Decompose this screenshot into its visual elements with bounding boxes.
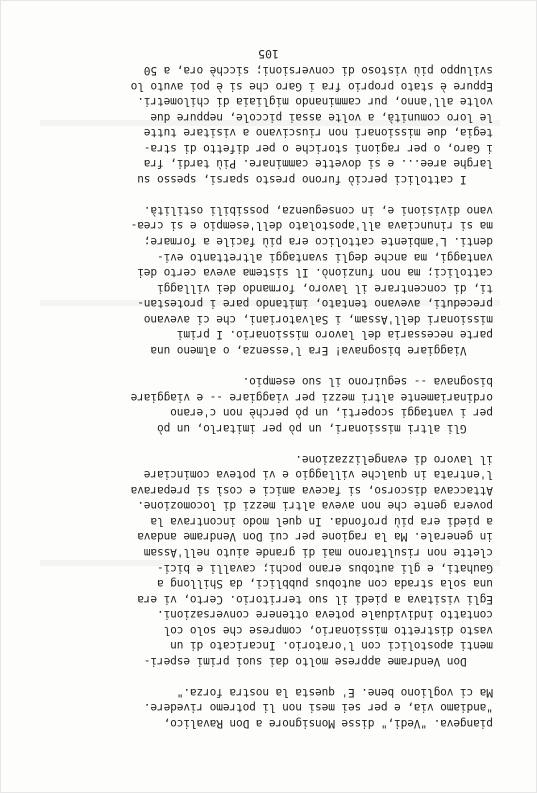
text-line: cattolici; ma non funzionò. Il sistema aveva certo dei [137, 266, 493, 280]
body-text [41, 62, 493, 731]
text-line: ti, di concentrare il lavoro, formando dei villaggi [157, 281, 493, 295]
paragraph [41, 451, 493, 669]
paragraph [41, 62, 493, 186]
text-line: povera gente che non aveva altri mezzi di locomozione. [137, 499, 493, 513]
text-line: Eppure è stato proprio fra i Garo che si è poi avuto lo [130, 79, 493, 93]
text-line: tegia, due missionari non riuscivano a visitare tutte [143, 126, 493, 140]
text-line: vantaggi, ma anche degli svantaggi altrettanto evi- [157, 250, 493, 264]
text-line: i Garo, o per ragioni storiche o per difetto di stra- [143, 141, 493, 155]
text-line: in generale. Ma la ragione per cui Don Vendrame andava [137, 530, 493, 544]
paragraph [41, 684, 493, 731]
text-line: l'entrata in qualche villaggio e vi poteva cominciare [143, 468, 493, 482]
text-line: per i vantaggi scoperti, un pò perchè non c'erano [170, 406, 493, 420]
text-line: piangeva. "Vedi," disse Monsignore a Don Ravalico, [163, 717, 493, 730]
text-line: Gauhati, e gli autobus erano pochi; cavalli e bici- [157, 561, 493, 575]
page-number: 105 [258, 47, 279, 61]
text-line: "andiamo via, e per sei mesi non li potremo rivedere. [143, 701, 493, 715]
text-line: vano divisioni e, in conseguenza, possibili ostilità. [143, 203, 493, 217]
text-line: Attaccava discorso, si faceva amici e così si preparava [130, 483, 493, 497]
text-line: larghe aree... e si dovette camminare. Più tardi, fra [143, 157, 493, 171]
paragraph [41, 373, 493, 435]
text-line: sviluppo più vistoso di conversioni; sicchè ora, a 50 [143, 64, 493, 78]
text-line: contatto individuale poteva ottenere conversazioni. [157, 608, 493, 622]
paragraph [41, 202, 493, 357]
text-line: missionari dell'Assam, i Salvatoriani, che ci avevano [143, 312, 493, 326]
text-line: parte necessaria del lavoro missionario. I primi [176, 328, 493, 342]
text-line: denti. L'ambiente cattolico era più facile a formare; [143, 235, 493, 249]
text-line: preceduti, avevano tentato, imitando pare i protestan- [137, 297, 493, 311]
text-line: Gli altri missionari, un pò per imitarlo, un pò [157, 421, 493, 435]
text-line: il lavoro di evangelizzazione. [295, 452, 493, 466]
text-line: menti apostolici con l'oratorio. Incaricato di un [170, 639, 493, 653]
text-line: a piedi era più profonda. In quel modo incontrava la [150, 514, 493, 528]
text-line: Don Vendrame apprese molto dai suoi primi esperi- [143, 654, 493, 668]
text-line: una sola strada con autobus pubblici, da Shillong a [157, 577, 493, 591]
text-line: Egli visitava a piedi il suo territorio. Certo, vi era [137, 592, 493, 606]
text-line: ordinariamente altri mezzi per viaggiare -- e viaggiare [130, 390, 493, 404]
text-line: bisognava -- seguirono il suo esempio. [242, 374, 493, 388]
text-line: clette non risultarono mai di grande aiuto nell'Assam [143, 545, 493, 559]
text-line: volte all'anno, pur camminando migliaia di chilometri. [137, 95, 493, 109]
text-line: Ma ci vogliono bene. E' questa la nostra forza." [176, 685, 493, 699]
text-line: ma si rinunciava all'apostolato dell'esempio e si crea- [130, 219, 493, 233]
text-line: le loro comunità, a volte assai piccole, neppure due [150, 110, 493, 124]
text-line: vasto distretto missionario, comprese che solo col [163, 623, 493, 637]
text-line: Viaggiare bisognava! Era l'essenza, o almeno una [150, 343, 493, 357]
text-line: I cattolici perciò furono presto sparsi, spesso su [137, 172, 493, 186]
